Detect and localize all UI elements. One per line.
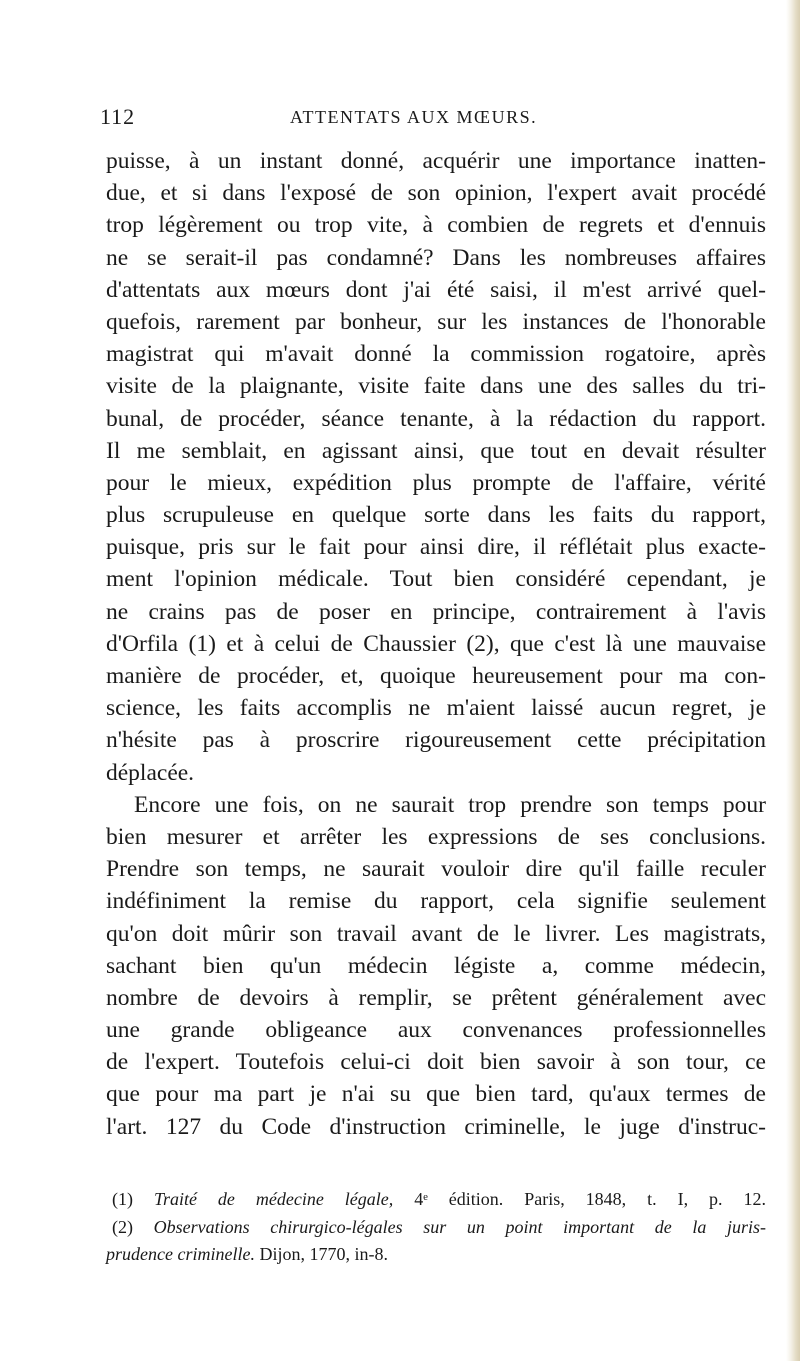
text-line: sachant bien qu'un médecin légiste a, comme médecin, <box>106 952 766 979</box>
text-line: qu'on doit mûrir son travail avant de le livrer. Les magistrats, <box>106 920 766 947</box>
text-line: de l'expert. Toutefois celui-ci doit bien savoir à son tour, ce <box>106 1049 766 1076</box>
text-line: trop légèrement ou trop vite, à combien de regrets et d'ennuis <box>106 212 766 239</box>
text-line: une grande obligeance aux convenances professionnelles <box>106 1017 766 1044</box>
text-line: ne crains pas de poser en principe, contrairement à l'avis <box>106 598 766 625</box>
text-line: n'hésite pas à proscrire rigoureusement cette précipitation <box>106 727 766 754</box>
text-line: magistrat qui m'avait donné la commission rogatoire, après <box>106 341 766 368</box>
footnote-details: 4ᵉ édition. Paris, 1848, t. I, p. 12. <box>414 1189 766 1209</box>
text-line: science, les faits accomplis ne m'aient laissé aucun regret, je <box>106 695 766 722</box>
paragraph-start-line: Encore une fois, on ne saurait trop prendre son temps pour <box>134 791 766 818</box>
text-line: manière de procéder, et, quoique heureusement pour ma con- <box>106 663 766 689</box>
page-number: 112 <box>100 104 136 129</box>
footnote-work-title: Traité de médecine légale, <box>153 1189 394 1209</box>
text-line: d'Orfila (1) et à celui de Chaussier (2), que c'est là une mauvaise <box>106 630 766 657</box>
text-line: plus scrupuleuse en quelque sorte dans les faits du rapport, <box>106 502 766 529</box>
footnotes <box>106 1186 766 1269</box>
footnote-2 <box>106 1214 766 1242</box>
text-line: pour le mieux, expédition plus prompte de l'affaire, vérité <box>106 469 766 496</box>
text-line: due, et si dans l'exposé de son opinion, l'expert avait procédé <box>106 180 766 207</box>
body-text <box>106 145 766 1143</box>
footnote-work-title: Observations chirurgico-légales sur un point important de la juris- <box>153 1216 767 1237</box>
text-line: Il me semblait, en agissant ainsi, que tout en devait résulter <box>106 437 766 464</box>
footnote-1 <box>106 1186 766 1214</box>
text-line: bunal, de procéder, séance tenante, à la rédaction du rapport. <box>106 405 766 432</box>
text-line: indéfiniment la remise du rapport, cela signifie seulement <box>106 888 766 915</box>
running-head-title: ATTENTATS AUX MŒURS. <box>290 107 538 127</box>
text-line: bien mesurer et arrêter les expressions de ses conclusions. <box>106 823 766 850</box>
page-edge <box>786 0 800 1361</box>
text-line: visite de la plaignante, visite faite dans une des salles du tri- <box>106 373 766 400</box>
text-line: ment l'opinion médicale. Tout bien considéré cependant, je <box>106 566 766 593</box>
text-line: nombre de devoirs à remplir, se prêtent généralement avec <box>106 984 766 1011</box>
footnote-marker: (2) <box>112 1216 133 1237</box>
footnote-details: Dijon, 1770, in-8. <box>259 1244 388 1264</box>
paragraph-end-line: déplacée. <box>106 759 195 786</box>
running-head <box>100 100 760 140</box>
text-line: puisse, à un instant donné, acquérir une importance inatten- <box>106 148 766 174</box>
text-line: que pour ma part je n'ai su que bien tard, qu'aux termes de <box>106 1081 766 1108</box>
text-line: d'attentats aux mœurs dont j'ai été saisi, il m'est arrivé quel- <box>106 276 766 303</box>
text-line: ne se serait-il pas condamné? Dans les nombreuses affaires <box>106 244 766 271</box>
footnote-work-title: prudence criminelle. <box>106 1244 255 1264</box>
text-line: l'art. 127 du Code d'instruction criminelle, le juge d'instruc- <box>106 1113 766 1140</box>
footnote-marker: (1) <box>112 1189 133 1209</box>
text-line: quefois, rarement par bonheur, sur les instances de l'honorable <box>106 308 766 335</box>
footnote-2-continued <box>106 1241 766 1269</box>
text-line: Prendre son temps, ne saurait vouloir dire qu'il faille reculer <box>106 856 766 883</box>
text-line: puisque, pris sur le fait pour ainsi dire, il réflétait plus exacte- <box>106 534 766 561</box>
